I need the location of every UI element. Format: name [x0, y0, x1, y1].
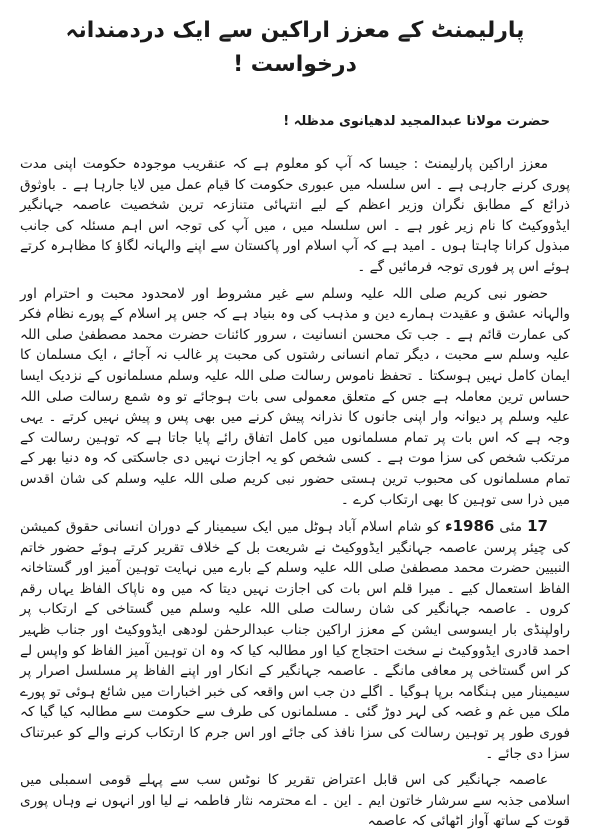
paragraph-intro: معزز اراکین پارلیمنٹ : جیسا کہ آپ کو معلوم ہے کہ عنقریب موجودہ حکومت اپنی مدت پوری کرنے جارہی ہے ۔ اس سلسلہ میں عبوری حکومت کا قیام عمل میں لایا جارہا ہے ۔ باوثوق ذرائع کے مطابق نگران وزیر اعظم کے لیے انتہائی متنازعہ ترین شخصیت عاصمہ جہانگیر ایڈووکیٹ کا نام زیر غور ہے ۔ اس سلسلہ میں ، میں آپ کی توجہ اس اہم مسئلہ کی جانب مبذول کرانا چاہتا ہوں ۔ امید ہے کہ آپ اسلام اور پاکستان سے اپنے والہانہ لگاؤ کا مظاہرہ کرتے ہوئے اس پر فوری توجہ فرمائیں گے ۔ [20, 156, 570, 275]
article-title: پارلیمنٹ کے معزز اراکین سے ایک دردمندانہ درخواست ! [65, 18, 525, 77]
event-day: 17 [527, 517, 548, 536]
paragraph-event-body: عاصمہ جہانگیر ایڈووکیٹ نے شریعت بل کے خلاف تقریر کرتے ہوئے حضور خاتم النبیین حضرت محمد مصطفیٰ صلی اللہ علیہ وسلم کے بارے میں نہایت توہین آمیز اور گستاخانہ الفاظ استعمال کیے ۔ میرا قلم اس بات کی اجازت نہیں دیتا کہ میں وہ ناپاک الفاظ یہاں رقم کروں ۔ عاصمہ جہانگیر کی شان رسالت صلی اللہ علیہ وسلم میں گستاخی کے ارتکاب پر راولپنڈی بار ایسوسی ایشن کے معزز اراکین جناب عبدالرحمٰن لودھی ایڈووکیٹ اور جناب ظہیر احمد قادری ایڈووکیٹ نے سخت احتجاج کیا اور مطالبہ کیا کہ وہ ان توہین آمیز الفاظ کو واپس لے کر اس گستاخی پر معافی مانگے ۔ عاصمہ جہانگیر کے انکار اور اپنے الفاظ پر مسلسل اصرار پر سیمینار میں ہنگامہ برپا ہوگیا ۔ اگلے دن جب اس واقعہ کی خبر اخبارات میں شائع ہوئی تو پورے ملک میں غم و غصہ کی لہر دوڑ گئی ۔ مسلمانوں کی طرف سے حکومت سے مطالبہ کیا گیا کہ فوری طور پر توہین رسالت کی سزا نافذ کی جائے اور اس جرم کا ارتکاب کرنے والے کو عبرتناک سزا دی جائے ۔ [20, 539, 570, 762]
event-text: کو شام اسلام آباد ہوٹل میں ایک سیمینار کے دوران انسانی حقوق کمیشن کی چیئر پرسن [20, 519, 570, 556]
paragraph-love-of-prophet: حضور نبی کریم صلی اللہ علیہ وسلم سے غیر مشروط اور لامحدود محبت و احترام اور والہانہ عشق و عقیدت ہمارے دین و مذہب کی وہ بنیاد ہے کہ جس پر اسلام کے پورے نظام فکر کی عمارت قائم ہے ۔ جب تک محسن انسانیت ، سرور کائنات حضرت محمد مصطفیٰ صلی اللہ علیہ وسلم سے محبت ، دیگر تمام انسانی رشتوں کی محبت پر غالب نہ آجائے ، ایک مسلمان کا ایمان کامل نہیں ہوسکتا ۔ تحفظ ناموس رسالت صلی اللہ علیہ وسلم مسلمانوں کے نزدیک ایسا حساس ترین معاملہ ہے جس کے متعلق معمولی سی بات ہوجائے تو وہ شمع رسالت صلی اللہ علیہ وسلم پر دیوانہ وار اپنی جانوں کا نذرانہ پیش کرنے میں بھی پس و پیش نہیں کرتے ۔ یہی وجہ ہے کہ اس بات پر تمام مسلمانوں میں کامل اتفاق رائے پایا جاتا ہے کہ توہین رسالت کے مرتکب شخص کی سزا موت ہے ۔ کسی شخص کو یہ اجازت نہیں دی جاسکتی کہ وہ دنیا بھر کے تمام مسلمانوں کی محبوب ترین ہستی حضور نبی کریم صلی اللہ علیہ وسلم کی شان اقدس میں ذرا سی توہین کا بھی ارتکاب کرے ۔ [20, 285, 570, 508]
author-line: حضرت مولانا عبدالمجید لدھیانوی مدظلہ ! [283, 114, 550, 129]
paragraph-assembly-notice: عاصمہ جہانگیر کی اس قابل اعتراض تقریر کا نوٹس سب سے پہلے قومی اسمبلی میں اسلامی جذبہ سے سرشار خاتون ایم ۔ این ۔ اے محترمہ نثار فاطمہ نے لیا اور انہوں نے وہاں پوری قوت کے ساتھ آواز اٹھائی کہ عاصمہ [20, 772, 570, 830]
event-year: 1986ء [444, 517, 495, 536]
paragraph-event [20, 516, 570, 764]
event-month: مئی [499, 519, 523, 536]
article-body [20, 154, 570, 832]
